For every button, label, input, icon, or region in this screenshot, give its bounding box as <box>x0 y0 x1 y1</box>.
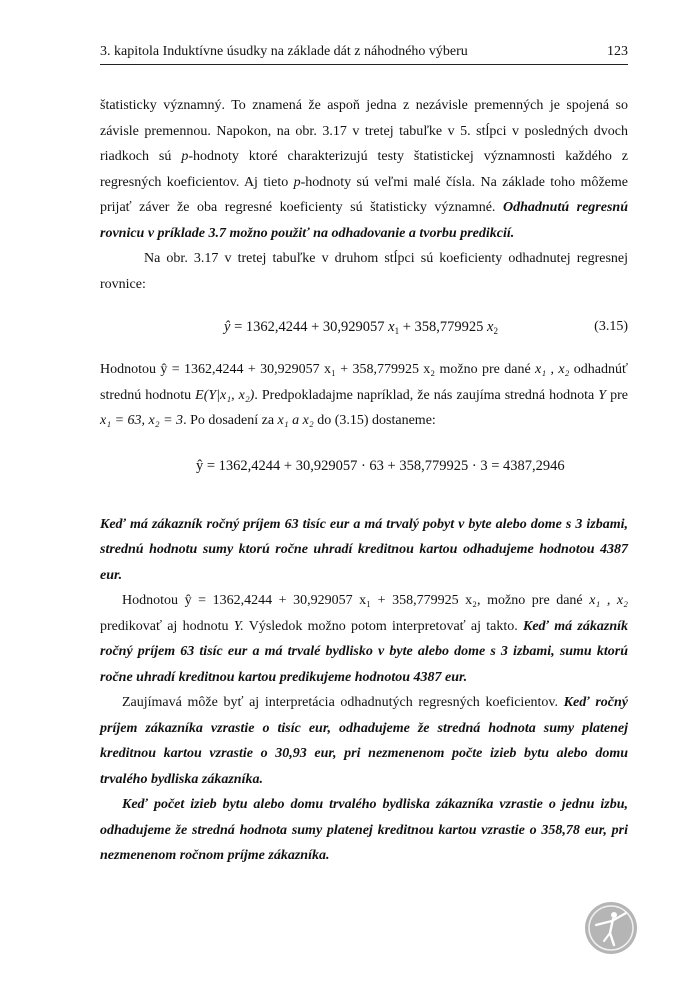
header-rule <box>100 64 628 65</box>
prediction-computation: ŷ = 1362,4244 + 30,929057 · 63 + 358,779925 · 3 = 4387,2946 <box>196 457 565 474</box>
paragraph-1: štatisticky významný. To znamená že aspoň jedna z nezávisle premenných je spojená so závisle premennou. Napokon, na obr. 3.17 v tretej tabuľke v 5. stĺpci v posledných dvoch riadkoch sú p-hodnoty ktoré charakterizujú testy štatistickej významnosti každého z regresných koeficientov. Aj tieto p-hodnoty sú veľmi malé čísla. Na základe toho môžeme prijať záver že oba regresné koeficienty sú štatisticky významné. Odhadnutú regresnú rovnicu v príklade 3.7 možno použiť na odhadovanie a tvorbu predikcií. <box>100 98 628 241</box>
page-number: 123 <box>607 44 628 59</box>
paragraph-7: Keď počet izieb bytu alebo domu trvalého bydliska zákazníka vzrastie o jednu izbu, odhadujeme že stredná hodnota sumy platenej kreditnou kartou vzrastie o 358,78 eur, pri nezmenenom ročnom príjme zákazníka. <box>100 797 628 863</box>
expectation-formula: E(Y|x₁, x₂) <box>195 387 255 403</box>
inline-formula: ŷ = 1362,4244 + 30,929057 x₁ + 358,779925 x₂ <box>160 362 436 377</box>
paragraph-3: Hodnotou ŷ = 1362,4244 + 30,929057 x₁ + 358,779925 x₂ možno pre dané x₁ , x₂ odhadnúť strednú hodnotu E(Y|x₁, x₂). Predpokladajme napríklad, že nás zaujíma stredná hodnota Y pre x₁ = 63, x₂ = 3. Po dosadení za x₁ a x₂ do (3.15) dostaneme: <box>100 362 628 428</box>
paragraph-4: Keď má zákazník ročný príjem 63 tisíc eur a má trvalý pobyt v byte alebo dome s 3 izbami, strednú hodnotu sumy ktorú ročne uhradí kreditnou kartou odhadujeme hodnotou 4387 eur. <box>100 516 628 583</box>
emphasis-text: Odhadnutú regresnú rovnicu v príklade 3.7 možno použiť na odhadovanie a tvorbu predikcií. <box>100 200 628 241</box>
equation-number: (3.15) <box>594 319 628 334</box>
chapter-title: 3. kapitola Induktívne úsudky na základe dát z náhodného výberu <box>100 44 468 59</box>
inline-formula-2: ŷ = 1362,4244 + 30,929057 x₁ + 358,779925 x₂ <box>184 593 478 608</box>
circular-figure-logo-icon <box>584 901 638 955</box>
paragraph-6: Zaujímavá môže byť aj interpretácia odhadnutých regresných koeficientov. Keď ročný príjem zákazníka vzrastie o tisíc eur, odhadujeme že stredná hodnota sumy platenej kreditnou kartou vzrastie o 30,93 eur, pri nezmenenom počte izieb bytu alebo domu trvalého bydliska zákazníka. <box>100 695 628 787</box>
paragraph-5: Hodnotou ŷ = 1362,4244 + 30,929057 x₁ + 358,779925 x₂, možno pre dané x₁ , x₂ predikovať aj hodnotu Y. Výsledok možno potom interpretovať aj takto. Keď má zákazník ročný príjem 63 tisíc eur a má trvalé bydlisko v byte alebo dome s 3 izbami, sumu ktorú ročne uhradí kreditnou kartou predikujeme hodnotou 4387 eur. <box>100 593 629 685</box>
equation-3-15 <box>100 305 628 349</box>
regression-equation: ŷ = 1362,4244 + 30,929057 $x_1 + 358,779925$ $x_2$ <box>224 319 498 336</box>
computed-equation <box>100 442 628 490</box>
page-body <box>100 93 628 869</box>
paragraph-2: Na obr. 3.17 v tretej tabuľke v druhom stĺpci sú koeficienty odhadnutej regresnej rovnice: <box>100 251 628 292</box>
